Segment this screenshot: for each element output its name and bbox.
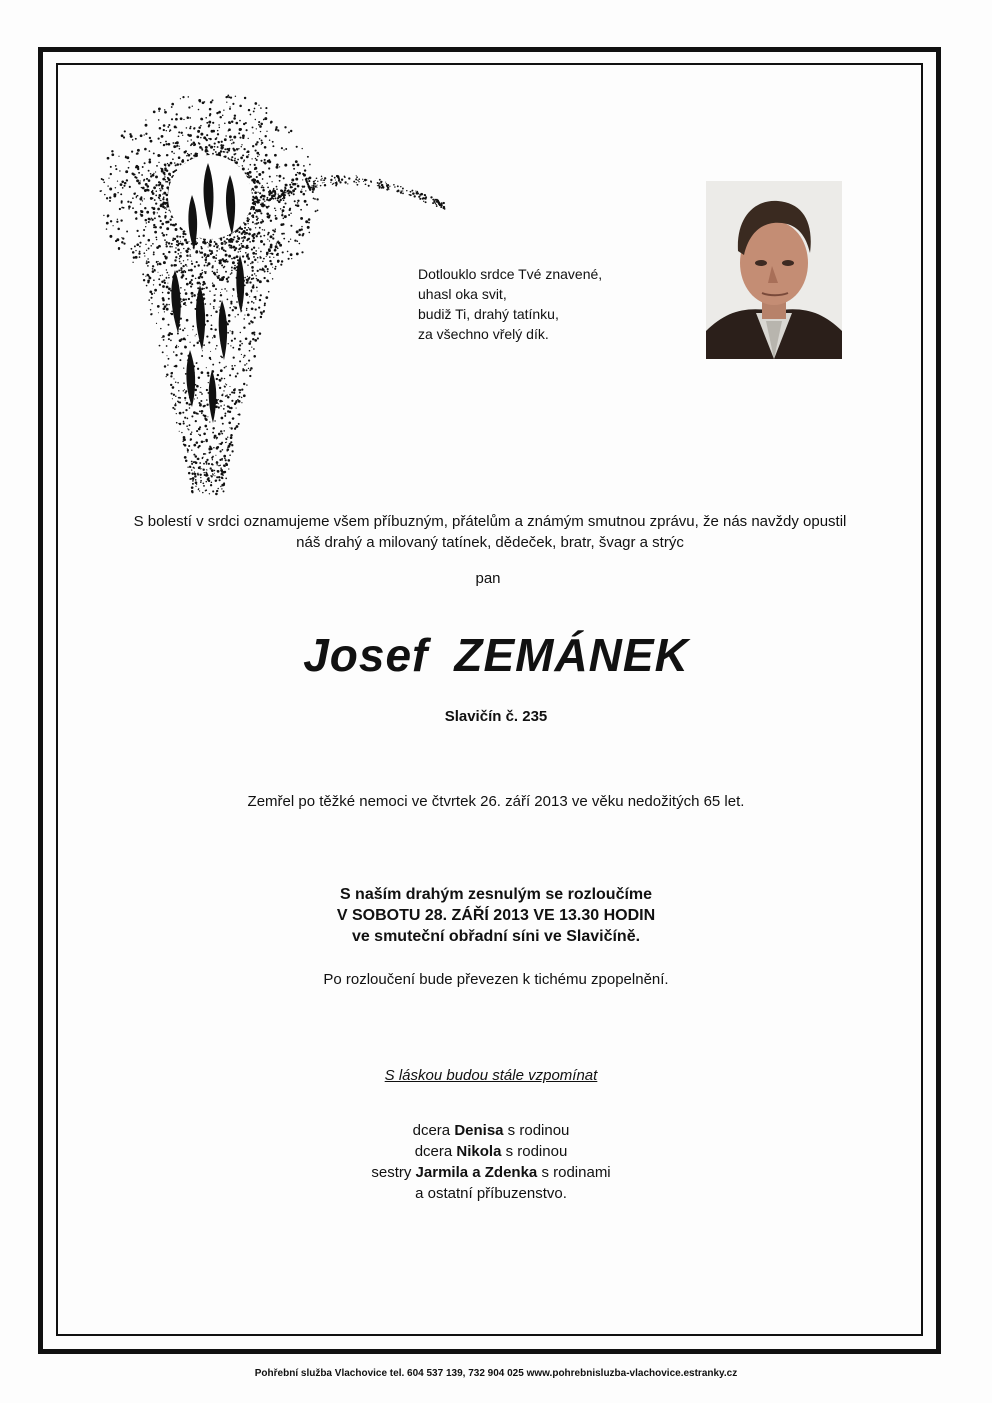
funeral-date-line: V SOBOTU 28. ZÁŘÍ 2013 VE 13.30 HODIN xyxy=(336,907,656,924)
mourner-row xyxy=(291,1141,691,1162)
deceased-name xyxy=(196,628,796,682)
mourner-relation: sestry xyxy=(371,1164,416,1181)
funeral-line: S naším drahým zesnulým se rozloučíme xyxy=(339,886,653,903)
mourner-relation: dcera xyxy=(412,1122,455,1139)
poem-line: Dotlouklo srdce Tvé znavené, xyxy=(418,266,603,282)
funeral-place-line: ve smuteční obřadní síni ve Slavičíně. xyxy=(351,928,641,945)
mourner-name: Denisa xyxy=(454,1122,504,1139)
mourner-row xyxy=(291,1183,691,1204)
mourner-name: Nikola xyxy=(456,1143,502,1160)
death-notice: Zemřel po těžké nemoci ve čtvrtek 26. září 2013 ve věku nedožitých 65 let. xyxy=(247,793,745,810)
announcement-intro xyxy=(90,511,890,553)
intro-line: S bolestí v srdci oznamujeme všem příbuzným, přátelům a známým smutnou zprávu, že nás navždy opustil xyxy=(133,513,847,530)
mourner-row xyxy=(291,1120,691,1141)
poem-line: za všechno vřelý dík. xyxy=(418,326,549,342)
mourner-suffix: s rodinou xyxy=(503,1122,570,1139)
poem-line: budiž Ti, drahý tatínku, xyxy=(418,306,559,322)
mourners-heading: S láskou budou stále vzpomínat xyxy=(384,1067,598,1084)
funeral-service-footer: Pohřební služba Vlachovice tel. 604 537 139, 732 904 025 www.pohrebnisluzba-vlachovice.estranky.cz xyxy=(254,1368,738,1379)
mourner-row xyxy=(291,1162,691,1183)
funeral-details xyxy=(246,884,746,947)
mourners-list xyxy=(291,1120,691,1204)
surname: ZEMÁNEK xyxy=(454,629,689,681)
deceased-address: Slavičín č. 235 xyxy=(444,708,548,725)
cremation-note: Po rozloučení bude převezen k tichému zpopelnění. xyxy=(323,971,669,988)
mourner-name: Jarmila a Zdenka xyxy=(415,1164,538,1181)
first-name: Josef xyxy=(303,629,429,681)
poem-line: uhasl oka svit, xyxy=(418,286,507,302)
portrait-photo xyxy=(706,181,842,359)
intro-line: náš drahý a milovaný tatínek, dědeček, bratr, švagr a strýc xyxy=(296,534,684,551)
mourner-relation: dcera xyxy=(414,1143,457,1160)
mourner-suffix: s rodinami xyxy=(537,1164,611,1181)
poem xyxy=(418,264,678,344)
candle-ornament-icon xyxy=(80,85,450,505)
mourner-suffix: s rodinou xyxy=(501,1143,568,1160)
mourner-relation: a ostatní příbuzenstvo. xyxy=(415,1185,567,1202)
honorific: pan xyxy=(475,570,501,587)
